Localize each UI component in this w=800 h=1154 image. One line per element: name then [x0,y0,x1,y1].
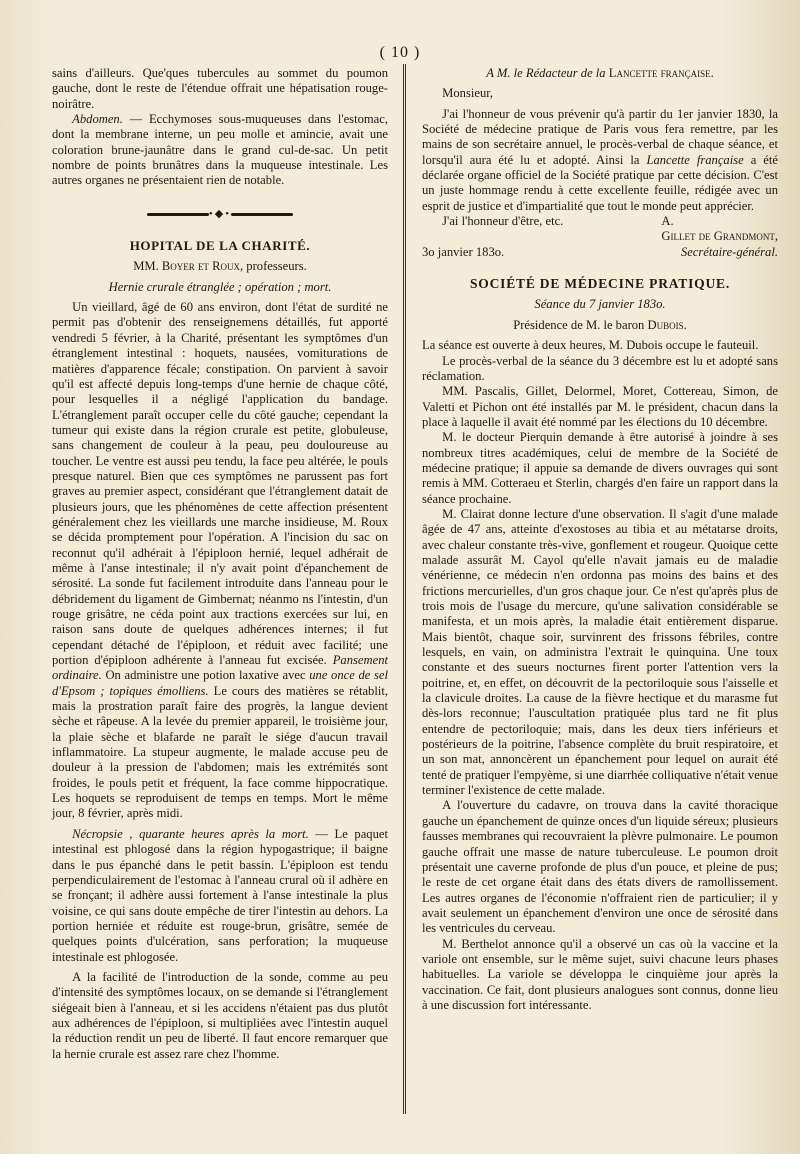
salutation: Monsieur, [442,86,494,101]
letter-journal-name: Lancette française [646,152,744,167]
hospital-title: HOPITAL DE LA CHARITÉ. [129,238,311,254]
professors-names: Boyer et Roux [161,259,240,274]
minutes-autopsy: A l'ouverture du cadavre, on trouva dans la cavité thoracique gauche un épanchement de quinze onces d'un liquide séreux; plusieurs fausses membranes qui recouvraient la plèvre pulmonaire. Le poumon gauche offrait une masse de nature tuberculeuse. Le poumon droit présentait une caverne profonde de plus d'un pouce, et pleine de pus; le reste de cet organe était dans des états divers de ramollissement. Les autres organes de l'économie n'offraient rien de particulier; il y avait seulement un épanchement d'environ une once de sérosité dans les ventricules du cerveau. [422,798,778,936]
professors-prefix: MM. [133,259,162,274]
remarks-paragraph: A la facilité de l'introduction de la sonde, comme au peu d'intensité des symptômes locaux, on se demande si l'étranglement siégeait bien à l'anneau, et si les accidens n'étaient pas dus plutôt aux adhérences de l'épiploon, si multipliées avec l'intestin auquel la réduction rendit un peu de liberté. Il faut encore remarquer que la hernie crurale est assez rare chez l'homme. [52,969,388,1061]
abdomen-label: Abdomen. [72,112,123,127]
minutes-pierquin: M. le docteur Pierquin demande à être autorisé à joindre à ses nombreux titres académiques, celui de membre de la Société de médecine pratique; il appuie sa demande de divers ouvrages qui sont remis à MM. Cotteraeu et Sterlin, chargés d'en faire un rapport dans la séance prochaine. [422,430,778,506]
letter-heading-journal: Lancette française. [608,66,714,80]
signer-prefix: A. [661,214,674,229]
necropsy-label: Nécropsie , quarante heures après la mort. [72,826,309,841]
minutes-adoption: Le procès-verbal de la séance du 3 décembre est lu et adopté sans réclamation. [422,353,778,383]
left-column [52,66,388,1062]
dressing-note: Pansement ordinaire. [52,653,388,683]
letter-body-a: J'ai l'honneur de vous prévenir qu'à partir du 1er janvier 1830, la Société de médecine pratique de Paris vous fera remettre, par les mains de son secrétaire annuel, le procès-verbal de chaque séance, et lorsqu'il aura été lu et adopté. Ainsi la [422,106,778,167]
presidency-name: Dubois. [647,317,687,332]
session-line [422,297,778,312]
page-number: ( 10 ) [379,44,421,61]
presidency-line [422,318,778,333]
letter-body-b: a été déclarée organe officiel de la Société pratique par cette décision. C'est un juste hommage rendu à cette excellente feuille, rédigée avec un esprit de justice et d'impartialité que tout le monde peut apprécier. [422,152,778,213]
letter-date: 3o janvier 183o. [422,244,505,259]
minutes-berthelot: M. Berthelot annonce qu'il a observé un cas où la vaccine et la variole ont ensemble, sur le même sujet, suivi chacune leurs phases habituelles. La variole se développa le cinquième jour après la vaccination. Ce fait, dont plusieurs analogues sont connus, donne lieu à une discussion fort intéressante. [422,936,778,1012]
ornament-flourish-icon: •◆• [208,207,232,220]
ornament-rule-right [231,213,293,216]
column-divider [403,64,406,1114]
letter-body [422,107,778,214]
professors-suffix: , professeurs. [239,259,307,274]
abdomen-paragraph [52,112,388,189]
right-column [422,66,778,1013]
minutes-opening: La séance est ouverte à deux heures, M. Dubois occupe le fauteuil. [422,338,759,353]
abdomen-text: — Ecchymoses sous-muqueuses dans l'estomac, dont la membrane interne, un peu molle et amincie, avait une coloration brune-jaunâtre dans le grand cul-de-sac. Un petit nombre de points brunâtres dans la muqueuse intestinale. Les autres organes ne présentaient rien de notable. [52,112,388,188]
signer [661,214,778,245]
section-ornament [52,207,388,222]
signer-title: Secrétaire-général. [680,244,778,259]
case-history-text: Un vieillard, âgé de 60 ans environ, dont l'état de surdité ne permit pas d'obtenir des renseignemens détaillés, fut apporté vendredi 5 février, à la Charité, présentant les symptômes d'un étranglement intestinal : hoquets, nausées, vomiturations de matières d'apparence fécale; constipation. On parvient à savoir qu'il est affecté depuis long-temps d'une hernie de chaque côté, pour lesquelles il a négligé l'application du bandage. L'étranglement paraît occuper celle du côté gauche; cependant la tumeur qui existe dans la région crurale est petite, globuleuse, sans changement de couleur à la peau, peu douloureuse au toucher. Le ventre est aussi peu tendu, la face peu altérée, le pouls presque naturel. Bien que ces symptômes ne parussent pas fort graves au premier aspect, considérant que l'étranglement datait de plusieurs jours, que les phénomènes de cette affection présentent généralement chez les vieillards une marche insidieuse, M. Roux se décida promptement pour l'opération. A l'incision du sac on reconnut qu'il adhérait à l'épiploon hernié, lequel adhérait de même à l'anse intestinale; il n'y avait point d'épanchement de sérosité. La sonde fut facilement introduite dans l'anneau pour le débridement du ligament de Gimbernat; néanmo ns l'intestin, d'un rouge grisâtre, ne céda point aux tractions exercées sur lui, en raison sans doute de quelques adhérences internes; il fut cependant détaché de l'épiploon, et réduit avec facilité; une portion d'épiploon adhérente à l'anneau fut excisée. [52,300,388,668]
society-title: SOCIÉTÉ DE MÉDECINE PRATIQUE. [470,276,730,292]
potion-text: On administre une potion laxative avec [101,668,310,683]
letter-heading [422,66,778,81]
epsom-note: une once de sel d'Epsom ; topiques émolliens. [52,668,389,698]
signature-row-2 [422,245,778,260]
professors-line [52,259,388,274]
lung-findings-paragraph: sains d'ailleurs. Que'ques tubercules au sommet du poumon gauche, dont le reste de l'étendue offrait une hépatisation rouge-noirâtre. [52,66,388,111]
minutes-clairat-observation: M. Clairat donne lecture d'une observation. Il s'agit d'une malade âgée de 47 ans, atteinte d'exostoses au tibia et au métatarse droits, avec chaleur constante très-vive, gonflement et rougeur. Quoique cette malade assurât M. Cayol qu'elle n'avait jamais eu de maladie vénérienne, ce médecin n'en ordonna pas moins des bains et des frictions mercurielles, d'un gros chaque jour. Ce n'est qu'après plus de trois mois de l'usage du mercure, qu'une salivation considérable se manifesta, et un mois après, la maladie était entièrement disparue. Mais bientôt, chaque soir, survinrent des frissons fébriles, contre lesquels, en vain, on administra l'extrait le quinquina. Une toux constante et des sueurs nocturnes firent porter l'attention vers la poitrine, et, en effet, on découvrit de la pectoriloquie sous l'aisselle et la clavicule droites. La cause de la fièvre hectique et du marasme fut dès-lors reconnue; l'auscultation pratiquée plus tard ne fit plus entendre de pectoriloquie; mais, dans les deux tiers inférieurs et postérieurs de la poitrine, l'absence complète du bruit respiratoire, et un son mat, annoncèrent un épanchement pour lequel on aurait été tenté de pratiquer l'empyème, si une diarrhée colliquative n'était venue terminer l'existence de cette malade. [422,506,778,798]
signer-name: Gillet de Grandmont, [661,229,778,244]
case-title [52,280,388,295]
letter-heading-prefix: A M. le Rédacteur de la [486,66,609,80]
necropsy-text: — Le paquet intestinal est phlogosé dans la région hypogastrique; il baigne dans le pus épanché dans le petit bassin. L'épiploon est tendu perpendiculairement de l'estomac à l'anneau crural où il adhère en se fronçant; il adhère aussi fortement à l'anse intestinale la plus voisine, ce qui sans doute empêche de tirer l'intestin au dehors. La portion herniée et réduite est rouge-brun, grisâtre, semée de quelques points d'ulcération, sans perforation; la muqueuse intestinale est phlogosée. [52,826,388,964]
case-history-paragraph [52,300,388,822]
session-date: Séance du 7 janvier 183o. [534,297,666,312]
presidency-prefix: Présidence de M. le baron [513,317,648,332]
necropsy-paragraph [52,827,388,965]
minutes-installation: MM. Pascalis, Gillet, Delormel, Moret, Cottereau, Simon, de Valetti et Pichon ont été installés par M. le président, chacun dans la place à laquelle il avait été nommé par les élections du 10 décembre. [422,384,778,429]
signature-row-1 [422,214,778,245]
case-title-text: Hernie crurale étranglée ; opération ; mort. [108,279,332,294]
letter-closing: J'ai l'honneur d'être, etc. [442,214,564,229]
ornament-rule-left [147,213,209,216]
case-outcome-text: Le cours des matières se rétablit, mais la prostration paraît faire des progrès, la langue devient sèche et râpeuse. A la levée du premier appareil, le troisième jour, la plaie sèche et blafarde ne paraît le siége d'aucun travail inflammatoire. La stupeur augmente, le malade accuse peu de douleur à la pression de l'abdomen; mais les extrémités sont froides, le pouls petit et fréquent, la face comme hippocratique. Les hoquets se reproduisent de temps en temps. Mort le même jour, 8 février, après midi. [52,683,388,821]
